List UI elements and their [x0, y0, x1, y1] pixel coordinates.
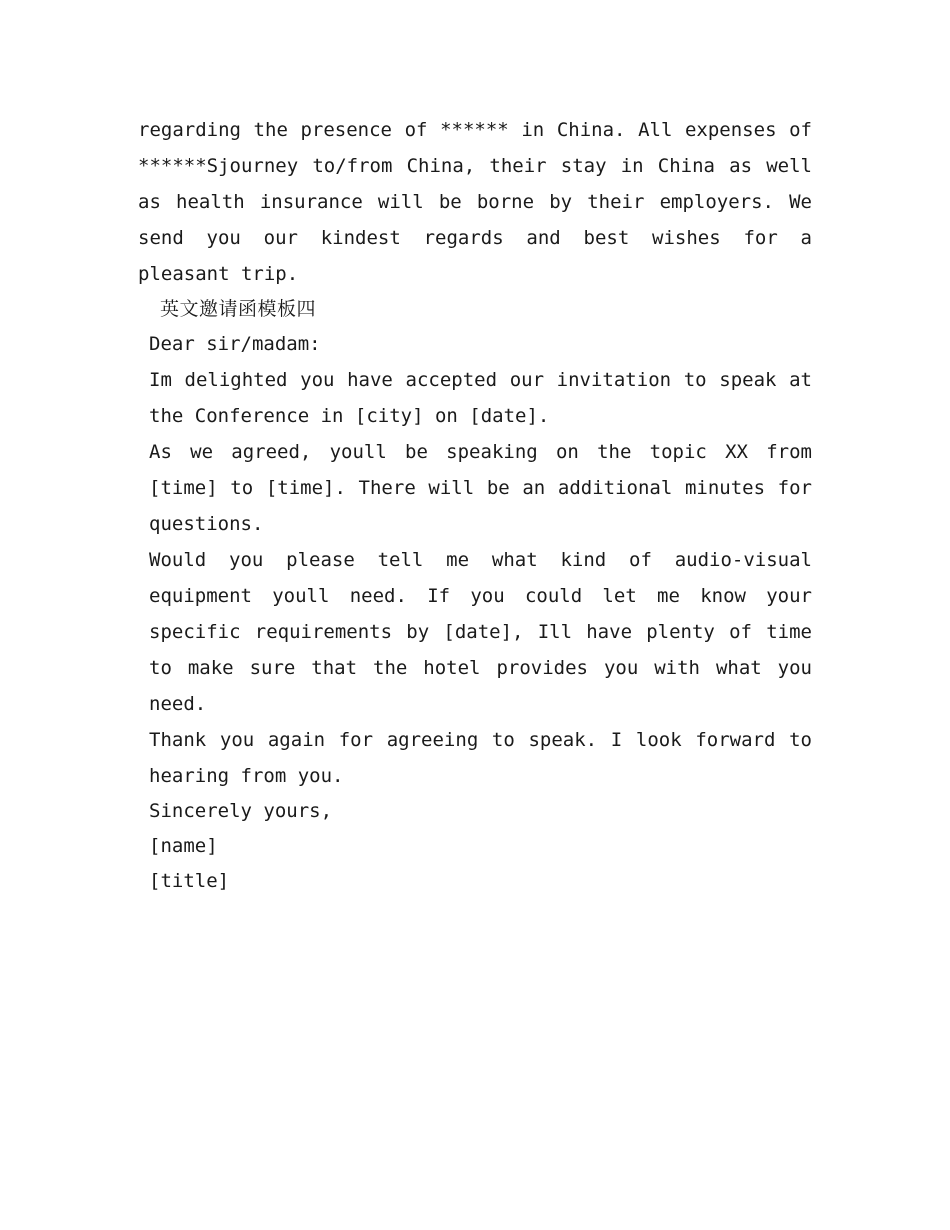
section-heading: 英文邀请函模板四 [160, 298, 317, 320]
body-paragraph-2: As we agreed, youll be speaking on the topic XX from [time] to [time]. There will be an additional minutes for questions. [149, 441, 812, 535]
signature-title: [title] [149, 870, 230, 892]
body-paragraph-1: Im delighted you have accepted our invitation to speak at the Conference in [city] on [date]. [149, 369, 812, 427]
body-paragraph-4: Thank you again for agreeing to speak. I look forward to hearing from you. [149, 729, 812, 787]
document-body [138, 112, 812, 899]
salutation: Dear sir/madam: [149, 333, 321, 355]
continuation-paragraph: regarding the presence of ****** in China. All expenses of ******Sjourney to/from China, their stay in China as well as health insurance will be borne by their employers. We send you our kindest regards and best wishes for a pleasant trip. [138, 119, 812, 285]
closing: Sincerely yours, [149, 800, 333, 822]
signature-name: [name] [149, 835, 218, 857]
body-paragraph-3: Would you please tell me what kind of audio-visual equipment youll need. If you could let me know your specific requirements by [date], Ill have plenty of time to make sure that the hotel provides you with what you need. [149, 549, 812, 715]
